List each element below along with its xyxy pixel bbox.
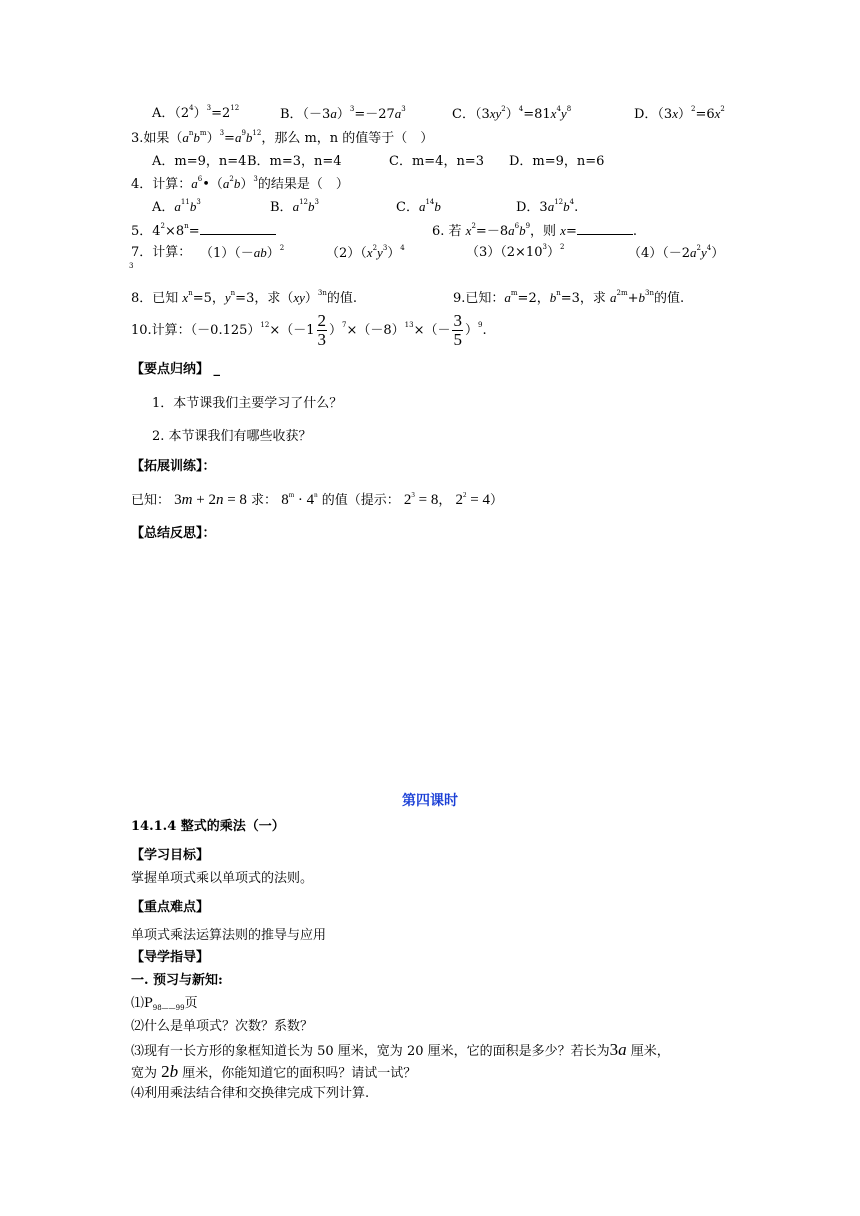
preview-item-4: ⑷利用乘法结合律和交换律完成下列计算. — [131, 1086, 370, 1101]
q2-option-d: D．$(3x)^2=6x^2$ — [634, 105, 725, 122]
q3-option-b: B．m=3，n=4 — [247, 154, 342, 169]
q4-option-b: B．$a^{12}b^3$ — [270, 198, 319, 215]
q4-option-c: C．$a^{14}b$ — [396, 198, 441, 215]
q3-option-a: A．m=9，n=4 — [152, 154, 247, 169]
q4-option-a: A．$a^{11}b^3$ — [152, 198, 201, 215]
q7-label: 7．计算： — [131, 245, 192, 260]
goal-text: 掌握单项式乘以单项式的法则。 — [131, 871, 314, 886]
q8: 8．已知 $x^n=5$，$y^n=3$，求（xy）$^{3n}$的值. — [131, 289, 358, 306]
q4-option-d: D．$3a^{12}b^4$. — [516, 198, 579, 215]
goal-heading: 【学习目标】 — [131, 848, 210, 863]
q3-option-c: C．m=4，n=3 — [389, 154, 484, 169]
q5: 5．$4^2\times 8^n=$ — [131, 222, 276, 240]
extension-heading: 【拓展训练】： — [131, 459, 216, 474]
summary-item-2: 2. 本节课我们有哪些收获？ — [152, 429, 312, 444]
lesson-title: 第四课时 — [402, 793, 458, 809]
q2-option-b: B．$(-3a)^3=-27a^3$ — [280, 105, 406, 122]
q7-part-1: $(1)(-ab)^2$ — [200, 244, 285, 261]
q10: 10.计算：$(-0.125)^{12}\times(-1$ $\frac{2}{3}$ ）$^7\times(-8)^{13}\times(-$ $\frac{3}{5}$ ）$^9$. — [131, 311, 487, 349]
q3-stem: 3.如果$(a^nb^m)^3=a^9b^{12}$，那么 m，n 的值等于（ ） — [131, 129, 434, 146]
q7-part-2: $(2)(x^2y^3)^4$ — [326, 244, 405, 261]
summary-heading: 【要点归纳】 _ — [131, 362, 221, 377]
preview-heading: 一. 预习与新知: — [131, 973, 223, 988]
guide-heading: 【导学指导】 — [131, 950, 210, 965]
preview-item-1: $⑴P_{98——99}$页 — [131, 996, 198, 1012]
extension-text: 已知： 3m + 2n = 8 求： $8^m \cdot 4^n$ 的值（提示： $2^3 = 8$， $2^2 = 4$） — [131, 491, 503, 508]
reflection-heading: 【总结反思】： — [131, 526, 216, 541]
preview-item-3-cont: 宽为 2b 厘米，你能知道它的面积吗？请试一试？ — [131, 1062, 417, 1081]
section-title: 14.1.4 整式的乘法（一） — [131, 819, 285, 834]
key-heading: 【重点难点】 — [131, 900, 210, 915]
q2-option-c: C．$(3xy^2)^4=81x^4y^8$ — [452, 105, 572, 122]
q4-stem: 4．计算：$a^6•(a^2b)^3$的结果是（ ） — [131, 175, 349, 192]
q6: 6. 若 $x^2=-8a^6b^9$，则 x= . — [432, 222, 637, 239]
q7-part-3: $(3)(2\times 10^3)^2$ — [466, 243, 565, 260]
preview-item-2: ⑵什么是单项式？次数？系数？ — [131, 1019, 314, 1034]
preview-item-3: ⑶现有一长方形的象框知道长为 50 厘米，宽为 20 厘米，它的面积是多少？若长为3a 厘米， — [131, 1040, 670, 1059]
summary-item-1: 1．本节课我们主要学习了什么？ — [152, 396, 343, 411]
q7-part-4: $(4)(-2a^2y^4)$ — [628, 244, 725, 261]
q2-option-a: A．$(2^4)^3=2^{12}$ — [152, 104, 240, 121]
q9: 9.已知：$a^m=2$，$b^n=3$，求 $a^{2m}+b^{3n}$的值. — [453, 289, 685, 306]
q3-option-d: D．m=9，n=6 — [509, 154, 605, 169]
q7-part-4-exponent: 3 — [129, 262, 134, 270]
key-text: 单项式乘法运算法则的推导与应用 — [131, 928, 327, 943]
